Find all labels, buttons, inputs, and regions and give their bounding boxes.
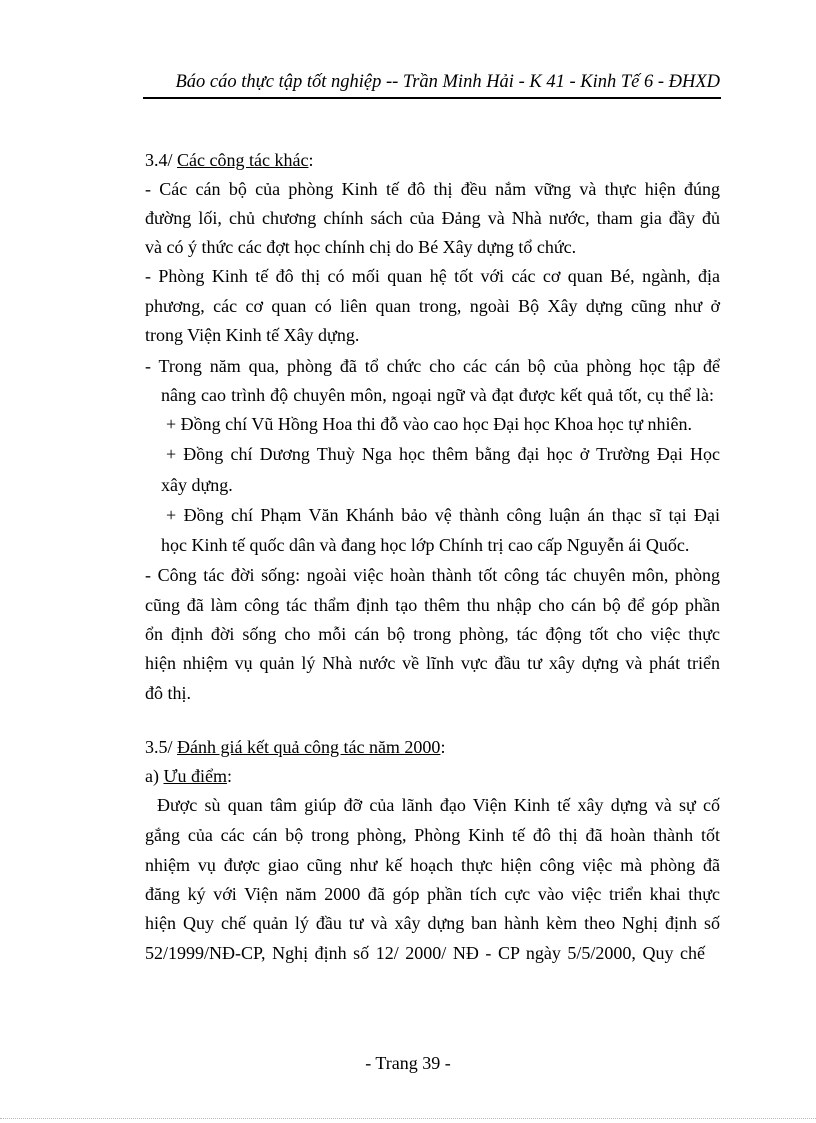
- page-number: - Trang 39 -: [365, 1053, 451, 1073]
- text-line: học Kinh tế quốc dân và đang học lớp Chính trị cao cấp Nguyễn ái Quốc.: [161, 535, 690, 555]
- section-3-4-title: Các công tác khác: [177, 150, 309, 170]
- text-line: đăng ký với Viện năm 2000 đã góp phần tích cực vào việc triển khai thực: [145, 884, 720, 904]
- text-line: - Trong năm qua, phòng đã tổ chức cho các cán bộ của phòng học tập để: [145, 356, 720, 376]
- subsection-a-heading: [145, 766, 232, 786]
- list-item: + Đồng chí Dương Thuỳ Nga học thêm bằng đại học ở Trường Đại Học: [166, 444, 720, 464]
- section-3-5-heading: [145, 737, 445, 757]
- text-line: phương, các cơ quan có liên quan trong, ngoài Bộ Xây dựng cũng như ở: [145, 296, 720, 316]
- text-line: hiện nhiệm vụ quản lý Nhà nước về lĩnh vực đầu tư xây dựng và phát triển: [145, 653, 720, 673]
- list-item: + Đồng chí Phạm Văn Khánh bảo vệ thành công luận án thạc sĩ tại Đại: [166, 505, 720, 525]
- text-line: đường lối, chủ chương chính sách của Đảng và Nhà nước, tham gia đầy đủ: [145, 208, 720, 228]
- text-line: 52/1999/NĐ-CP, Nghị định số 12/ 2000/ NĐ - CP ngày 5/5/2000, Quy chế: [145, 943, 705, 963]
- subsection-a-colon: :: [226, 766, 232, 786]
- text-line: và có ý thức các đợt học chính chị do Bé Xây dựng tổ chức.: [145, 237, 577, 257]
- text-line: - Các cán bộ của phòng Kinh tế đô thị đều nắm vững và thực hiện đúng: [145, 179, 720, 199]
- section-3-4-number: 3.4/: [145, 150, 178, 170]
- list-item: + Đồng chí Vũ Hồng Hoa thi đỗ vào cao học Đại học Khoa học tự nhiên.: [166, 414, 692, 434]
- text-line: đô thị.: [145, 683, 192, 703]
- text-line: ổn định đời sống cho mỗi cán bộ trong phòng, tác động tốt cho việc thực: [145, 624, 720, 644]
- text-line: - Công tác đời sống: ngoài việc hoàn thành tốt công tác chuyên môn, phòng: [145, 565, 720, 585]
- text-line: gắng của các cán bộ trong phòng, Phòng Kinh tế đô thị đã hoàn thành tốt: [145, 825, 720, 845]
- text-line: hiện Quy chế quản lý đầu tư và xây dựng ban hành kèm theo Nghị định số: [145, 913, 720, 933]
- section-3-5-number: 3.5/: [145, 737, 178, 757]
- text-line: nâng cao trình độ chuyên môn, ngoại ngữ và đạt được kết quả tốt, cụ thể là:: [161, 385, 714, 405]
- section-3-5-colon: :: [440, 737, 446, 757]
- text-line: cũng đã làm công tác thẩm định tạo thêm thu nhập cho cán bộ để góp phần: [145, 595, 720, 615]
- text-line: Được sù quan tâm giúp đỡ của lãnh đạo Viện Kinh tế xây dựng và sự cố: [157, 795, 720, 815]
- running-header: Báo cáo thực tập tốt nghiệp -- Trần Minh Hải - K 41 - Kinh Tế 6 - ĐHXD: [175, 72, 720, 92]
- header-rule: [143, 97, 721, 99]
- section-3-4-heading: [145, 150, 313, 170]
- subsection-a-title: Ưu điểm: [163, 766, 227, 786]
- section-3-5-title: Đánh giá kết quả công tác năm 2000: [177, 737, 441, 757]
- text-line: - Phòng Kinh tế đô thị có mối quan hệ tốt với các cơ quan Bé, ngành, địa: [145, 266, 720, 286]
- text-line: trong Viện Kinh tế Xây dựng.: [145, 325, 360, 345]
- section-3-4-colon: :: [308, 150, 314, 170]
- text-line: xây dựng.: [161, 475, 233, 495]
- subsection-a-prefix: a): [145, 766, 164, 786]
- page-bottom-divider: [0, 1118, 816, 1119]
- text-line: nhiệm vụ được giao cũng như kế hoạch thực hiện công việc mà phòng đã: [145, 855, 720, 875]
